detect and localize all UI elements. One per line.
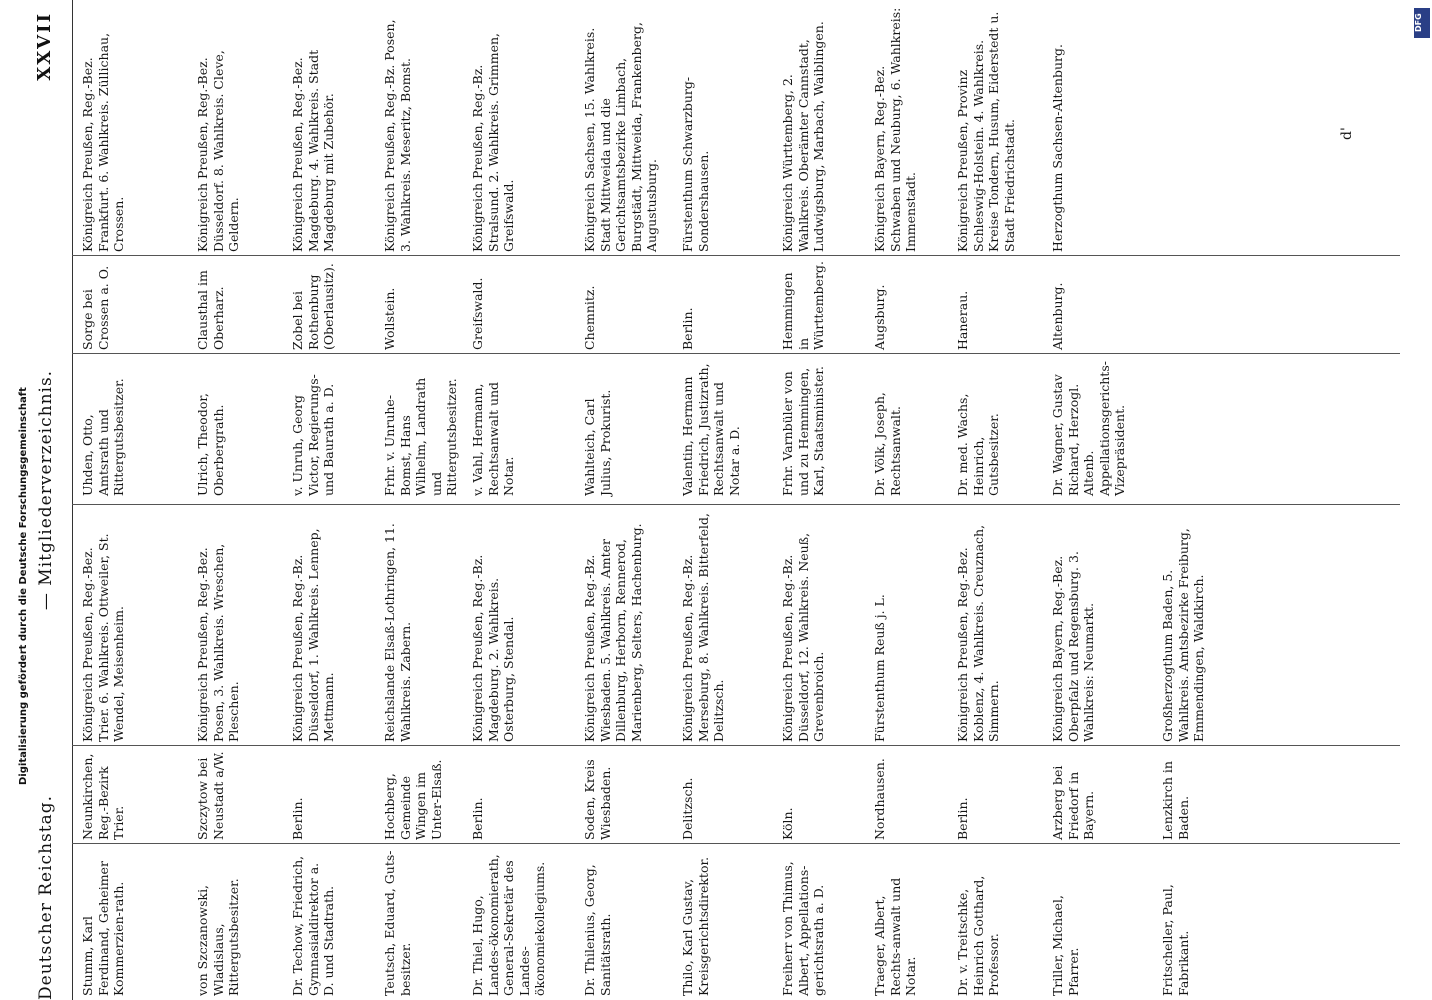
right-table-residence: Hanerau. (955, 290, 970, 350)
left-table-residence: Arzberg bei Friedorf in Bayern. (1050, 765, 1096, 840)
left-table-name: Dr. v. Treitschke, Heinrich Gotthard, Professor. (955, 875, 1001, 996)
right-table-residence: Hemmingen in Württemberg. (780, 260, 826, 350)
right-table-district: Königreich Preußen, Reg.-Bez. Düsseldorf. 8. Wahlkreis. Cleve, Geldern. (195, 50, 241, 252)
right-table-district: Herzogthum Sachsen-Altenburg. (1050, 44, 1065, 252)
header-left: Deutscher Reichstag. (36, 795, 56, 1000)
left-table-name: Triller, Michael, Pfarrer. (1050, 895, 1081, 996)
right-table-residence: Sorge bei Crossen a. O. (80, 265, 111, 350)
right-table-residence: Zobel bei Rothenburg (Oberlausitz). (290, 263, 336, 350)
right-table-name: Valentin, Hermann Friedrich, Justizrath, Rechtsanwalt und Notar a. D. (680, 363, 742, 496)
right-table-name: v. Unruh, Georg Victor, Regierungs- und Baurath a. D. (290, 374, 336, 496)
header-center: — Mitgliederverzeichnis. (36, 369, 56, 611)
left-table-district: Königreich Preußen, Reg.-Bez. Posen, 3. Wahlkreis. Wreschen, Pleschen. (195, 543, 241, 742)
left-table-residence: Soden, Kreis Wiesbaden. (582, 759, 613, 840)
right-table-name: Uhden, Otto, Amtsrath und Rittergutsbesitzer. (80, 378, 126, 496)
left-table-name: Thilo, Karl Gustav, Kreisgerichtsdirektor. (680, 856, 711, 996)
left-table-name: von Szczanowski, Wladislaus, Rittergutsbesitzer. (195, 878, 241, 996)
page-number: XXVII (34, 12, 55, 81)
margin-mark: d' (1339, 127, 1355, 140)
left-table-residence: Berlin. (290, 797, 305, 840)
right-table-district: Königreich Sachsen, 15. Wahlkreis. Stadt Mittweida und die Gerichtsamtsbezirke Limbach, Burgstädt, Mittweida, Frankenberg, Augustusburg. (582, 22, 659, 252)
right-table-district: Königreich Württemberg, 2. Wahlkreis. Oberämter Cannstadt, Ludwigsburg, Marbach, Waiblingen. (780, 21, 826, 252)
column-rule (72, 843, 1400, 844)
right-table-residence: Augsburg. (872, 284, 887, 350)
dfg-logo: DFG (1414, 8, 1430, 38)
left-table-name: Stumm, Karl Ferdinand, Geheimer Kommerzien-rath. (80, 861, 126, 996)
right-table-name: Frhr. Varnbüler von und zu Hemmingen, Karl, Staatsminister. (780, 366, 826, 496)
left-table-residence: Köln. (780, 807, 795, 840)
right-table-name: Dr. Wagner, Gustav Richard, Herzogl. Altenb. Appellationsgerichts-Vizepräsident. (1050, 361, 1127, 496)
left-table-name: Dr. Thilenius, Georg, Sanitätsrath. (582, 864, 613, 996)
right-table-district: Königreich Bayern, Reg.-Bez. Schwaben und Neuburg, 6. Wahlkreis: Immenstadt. (872, 7, 918, 252)
right-table-residence: Greifswald. (470, 277, 485, 350)
right-table-residence: Altenburg. (1050, 282, 1065, 350)
left-table-residence: Delitzsch. (680, 777, 695, 840)
left-table-name: Dr. Thiel, Hugo, Landes-ökonomierath, General-Sekretär des Landes-ökonomiekollegiums. (470, 854, 547, 996)
left-table-district: Königreich Preußen, Reg.-Bz. Düsseldorf, 1. Wahlkreis. Lennep, Mettmann. (290, 528, 336, 742)
right-table-residence: Wollstein. (382, 287, 397, 350)
left-table-district: Großherzogthum Baden, 5. Wahlkreis. Amtsbezirke Freiburg, Emmendingen, Waldkirch. (1160, 528, 1206, 742)
right-table-name: Ulrich, Theodor, Oberbergrath. (195, 393, 226, 496)
left-table-district: Königreich Preußen, Reg.-Bez. Koblenz, 4. Wahlkreis. Creuznach, Simmern. (955, 524, 1001, 742)
right-table-district: Königreich Preußen, Reg.-Bez. Frankfurt. 6. Wahlkreis. Züllichau, Crossen. (80, 32, 126, 252)
right-table-name: Dr. med. Wachs, Heinrich, Gutsbesitzer. (955, 393, 1001, 496)
right-table-name: Frhr. v. Unruhe-Bomst, Hans Wilhelm, Landrath und Rittergutsbesitzer. (382, 377, 459, 496)
left-table-residence: Szczytow bei Neustadt a/W. (195, 751, 226, 840)
column-rule (72, 353, 1400, 354)
right-table-district: Königreich Preußen, Reg.-Bz. Posen, 3. Wahlkreis. Meseritz, Bomst. (382, 19, 413, 252)
left-table-district: Königreich Bayern, Reg.-Bez. Oberpfalz und Regensburg. 3. Wahlkreis: Neumarkt. (1050, 551, 1096, 742)
right-table-name: v. Vahl, Hermann, Rechtsanwalt und Notar. (470, 381, 516, 496)
left-table-district: Königreich Preußen, Reg.-Bz. Düsseldorf, 12. Wahlkreis. Neuß, Grevenbroich. (780, 532, 826, 742)
left-table-residence: Hochberg, Gemeinde Wingen im Unter-Elsaß. (382, 759, 444, 840)
column-rule (72, 255, 1400, 256)
right-table-district: Königreich Preußen, Provinz Schleswig-Holstein. 4. Wahlkreis. Kreise Tondern, Husum, Eiderstedt u. Stadt Friedrichstadt. (955, 11, 1017, 252)
header-rule (72, 0, 73, 1000)
right-table-district: Fürstenthum Schwarzburg-Sondershausen. (680, 76, 711, 252)
left-table-district: Königreich Preußen, Reg.-Bz. Magdeburg. 2. Wahlkreis. Osterburg, Stendal. (470, 554, 516, 742)
left-table-residence: Neunkirchen, Reg.-Bezirk Trier. (80, 753, 126, 840)
left-table-name: Traeger, Albert, Rechts-anwalt und Notar. (872, 877, 918, 996)
right-table-district: Königreich Preußen, Reg.-Bz. Stralsund. 2. Wahlkreis. Grimmen, Greifswald. (470, 32, 516, 252)
right-table-residence: Chemnitz. (582, 285, 597, 350)
left-table-district: Königreich Preußen, Reg.-Bz. Merseburg, 8. Wahlkreis. Bitterfeld, Delitzsch. (680, 512, 726, 742)
right-table-residence: Clausthal im Oberharz. (195, 270, 226, 350)
left-table-residence: Nordhausen. (872, 758, 887, 840)
right-table-residence: Berlin. (680, 307, 695, 350)
left-table-name: Dr. Techow, Friedrich, Gymnasialdirektor a. D. und Stadtrath. (290, 855, 336, 996)
left-table-residence: Lenzkirch in Baden. (1160, 761, 1191, 840)
center-divider (72, 504, 1400, 505)
left-table-district: Reichslande Elsaß-Lothringen, 11. Wahlkreis. Zabern. (382, 523, 413, 742)
column-rule (72, 745, 1400, 746)
right-table-name: Dr. Völk, Joseph, Rechtsanwalt. (872, 392, 903, 496)
right-table-name: Wahlteich, Carl Julius, Prokurist. (582, 389, 613, 496)
dfg-credit: Digitalisierung gefördert durch die Deutsche Forschungsgemeinschaft (18, 387, 29, 785)
right-table-district: Königreich Preußen, Reg.-Bez. Magdeburg. 4. Wahlkreis. Stadt Magdeburg mit Zubehör. (290, 49, 336, 252)
page-header (28, 0, 68, 1000)
left-table-name: Freiherr von Thimus, Albert, Appellations-gerichtsrath a. D. (780, 861, 826, 996)
left-table-district: Königreich Preußen, Reg.-Bez. Trier. 6. Wahlkreis. Ottweiler, St. Wendel, Meisenheim. (80, 533, 126, 742)
left-table-name: Teutsch, Eduard, Guts-besitzer. (382, 850, 413, 996)
left-table-residence: Berlin. (470, 797, 485, 840)
left-table-residence: Berlin. (955, 797, 970, 840)
left-table-district: Fürstenthum Reuß j. L. (872, 594, 887, 742)
left-table-district: Königreich Preußen, Reg.-Bz. Wiesbaden. 5. Wahlkreis. Amter Dillenburg, Herborn, Rennerod, Marienberg, Selters, Hachenburg. (582, 523, 644, 742)
left-table-name: Fritscheller, Paul, Fabrikant. (1160, 884, 1191, 996)
